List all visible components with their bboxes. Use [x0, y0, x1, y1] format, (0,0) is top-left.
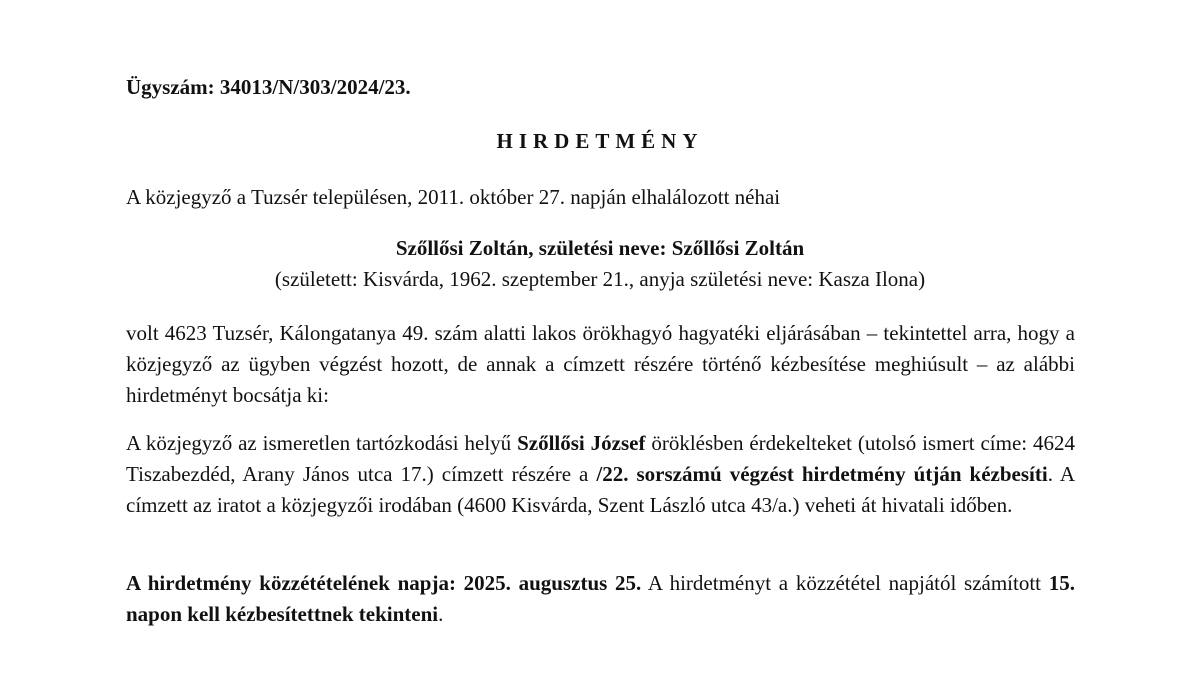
estate-paragraph: volt 4623 Tuzsér, Kálongatanya 49. szám alatti lakos örökhagyó hagyatéki eljárásában – tekintettel arra, hogy a közjegyző az ügyben végzést hozott, de annak a címzett részére történő kézbesítése meghiúsult – az alábbi hirdetményt bocsátja ki:: [126, 321, 1075, 407]
delivery-deadline: 15. napon kell kézbesítettnek tekinteni: [126, 571, 1075, 626]
intro-line: A közjegyző a Tuzsér településen, 2011. október 27. napján elhalálozott néhai: [126, 185, 781, 209]
delivery-text-1: A közjegyző az ismeretlen tartózkodási helyű: [126, 431, 518, 455]
case-number: Ügyszám: 34013/N/303/2024/23.: [126, 75, 411, 99]
publication-date: A hirdetmény közzétételének napja: 2025. augusztus 25.: [126, 571, 642, 595]
publication-text-1: A hirdetményt a közzététel napjától számított: [641, 571, 1049, 595]
delivery-paragraph: [126, 428, 1075, 521]
heir-name: Szőllősi József: [517, 431, 646, 455]
order-reference: /22. sorszámú végzést hirdetmény útján kézbesíti: [596, 462, 1048, 486]
document-title: HIRDETMÉNY: [496, 129, 704, 153]
publication-paragraph: [126, 568, 1075, 630]
deceased-block: [0, 233, 1200, 295]
deceased-name: Szőllősi Zoltán, születési neve: Szőllősi Zoltán: [395, 236, 805, 260]
delivery-text-2: öröklésben érdekelteket (utolsó ismert címe: 4624 Tiszabezdéd, Arany János utca 17.) címzett részére a: [126, 431, 1075, 486]
deceased-details: (született: Kisvárda, 1962. szeptember 21., anyja születési neve: Kasza Ilona): [274, 267, 926, 291]
publication-text-2: .: [438, 602, 444, 626]
delivery-text-3: . A címzett az iratot a közjegyzői irodában (4600 Kisvárda, Szent László utca 43/a.) veheti át hivatali időben.: [126, 462, 1075, 517]
